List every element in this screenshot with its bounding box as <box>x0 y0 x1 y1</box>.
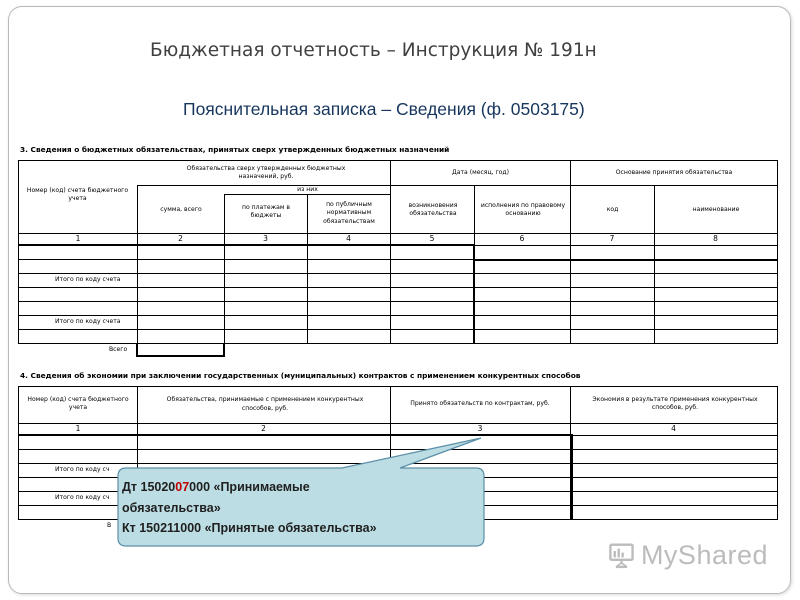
s3-total: Всего <box>109 346 128 353</box>
s3-col-basis: Основание принятия обязательства <box>615 168 733 176</box>
s3-colnum-3: 3 <box>263 234 268 244</box>
callout-highlight: 07 <box>175 480 190 494</box>
s4-col-obligations: Обязательства, принимаемые с применением конкурентных способов, руб. <box>166 396 364 412</box>
s3-col-payments: по платежам в бюджеты <box>242 203 290 219</box>
s3-col-of-them: из них <box>297 185 318 193</box>
s3-col-obligations: Обязательства сверх утвержденных бюджетных назначений, руб. <box>186 164 346 180</box>
s3-col-code: код <box>606 205 619 213</box>
s3-colnum-4: 4 <box>346 234 351 244</box>
s3-total-by-account-1: Итого по коду счета <box>55 276 121 283</box>
s3-total-by-account-2: Итого по коду счета <box>55 318 121 325</box>
s3-colnum-1: 1 <box>75 234 81 244</box>
s3-colnum-2: 2 <box>178 234 183 244</box>
section3-heading: 3. Сведения о бюджетных обязательствах, принятых сверх утвержденных бюджетных назначений <box>20 145 450 154</box>
myshared-logo <box>608 537 768 573</box>
s4-total-by-account-2: Итого по коду сч <box>55 494 110 501</box>
slide-subtitle: Пояснительная записка – Сведения (ф. 0503175) <box>183 99 585 119</box>
section4-heading: 4. Сведения об экономии при заключении государственных (муниципальных) контрактов с применением конкурентных способов <box>20 371 581 380</box>
s3-colnum-5: 5 <box>429 234 435 244</box>
s3-col-account: Номер (код) счета бюджетного учета <box>26 186 129 202</box>
s3-colnum-8: 8 <box>713 234 718 244</box>
s3-col-date: Дата (месяц, год) <box>452 168 509 176</box>
callout-line-3: Кт 150211000 «Принятые обязательства» <box>122 521 377 535</box>
s3-col-name: наименование <box>692 205 740 213</box>
logo-text: MyShared <box>640 539 768 570</box>
s3-colnum-7: 7 <box>609 234 615 244</box>
s4-col-accepted: Принято обязательств по контрактам, руб. <box>410 399 550 407</box>
s3-col-public: по публичным нормативным обязательствам <box>323 200 375 225</box>
s4-colnum-3: 3 <box>477 424 483 434</box>
s4-colnum-4: 4 <box>671 424 676 434</box>
s3-col-sum: сумма, всего <box>160 205 202 213</box>
callout-text <box>122 477 477 539</box>
s4-col-account: Номер (код) счета бюджетного учета <box>27 395 129 411</box>
s3-colnum-6: 6 <box>519 234 525 244</box>
callout-line-1: Дт 1502007000 «Принимаемые <box>122 480 310 494</box>
callout-line-2: обязательства» <box>122 500 221 515</box>
slide-title: Бюджетная отчетность – Инструкция № 191н <box>150 40 597 61</box>
s4-total-by-account-1: Итого по коду сч <box>55 466 110 473</box>
s4-colnum-2: 2 <box>261 424 266 434</box>
s3-col-origin: возникновения обязательства <box>408 201 458 217</box>
s4-colnum-1: 1 <box>75 424 81 434</box>
s4-total: В <box>107 522 112 529</box>
presentation-board-icon <box>608 538 635 572</box>
s4-col-economy: Экономия в результате применения конкурентных способов, руб. <box>592 395 758 411</box>
s3-col-execution: исполнения по правовому основанию <box>480 201 566 217</box>
